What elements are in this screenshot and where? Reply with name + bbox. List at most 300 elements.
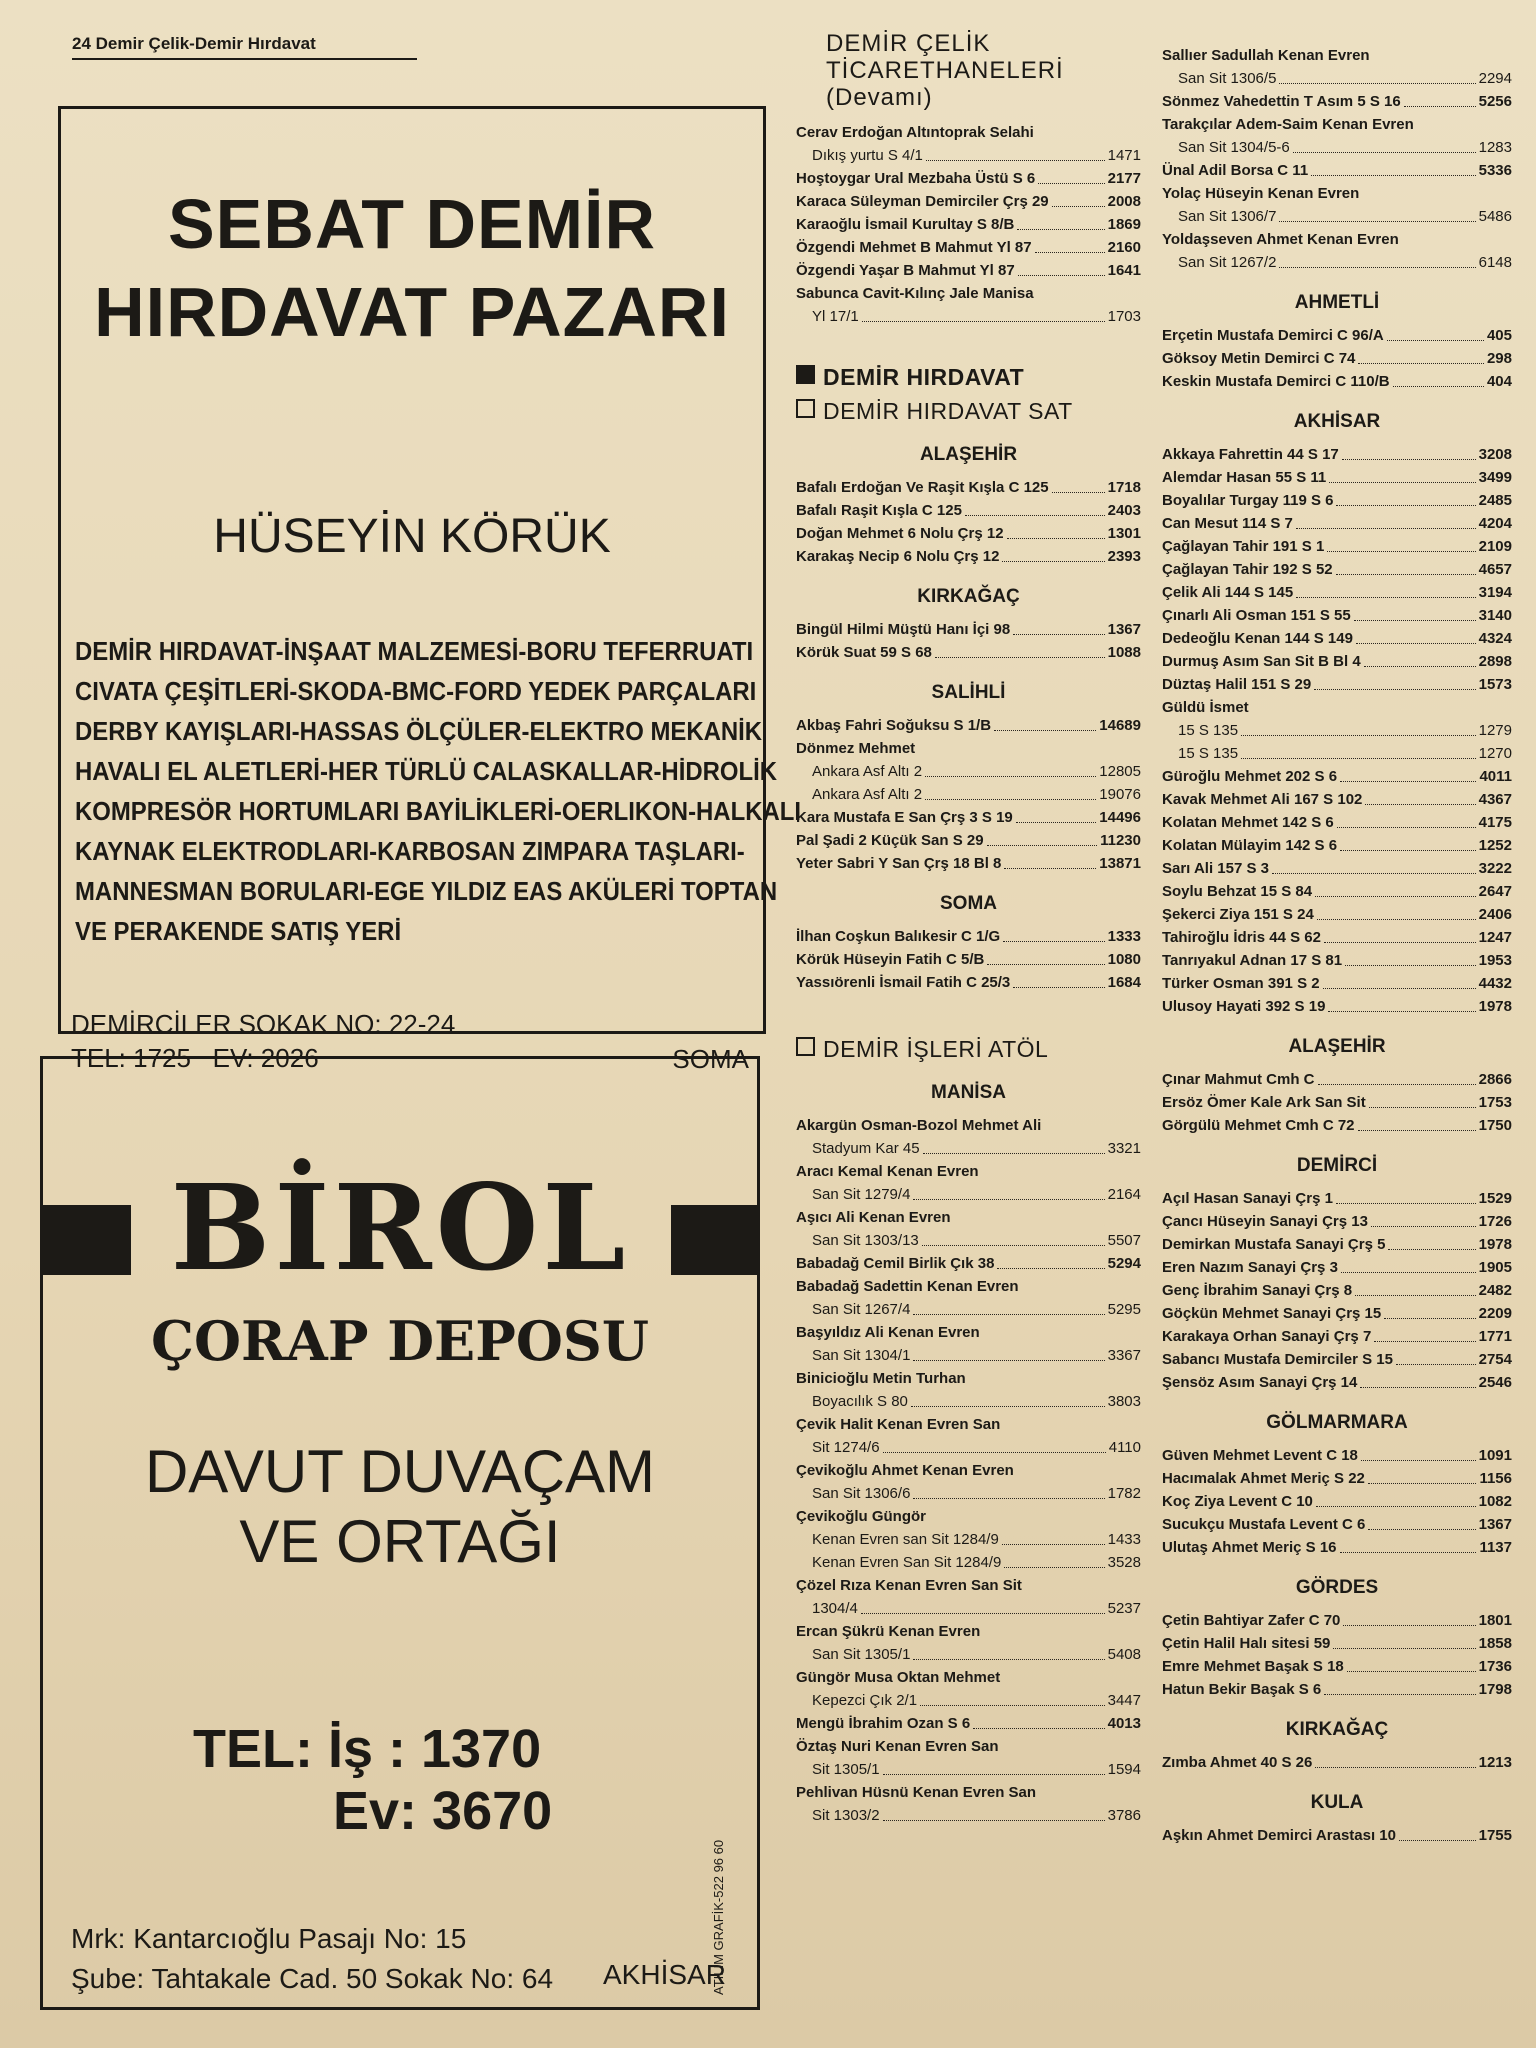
dot-leader	[1293, 152, 1476, 153]
listing-text: San Sit 1267/4	[812, 1301, 911, 1318]
listing-row	[796, 1298, 1141, 1321]
listing-row	[1162, 324, 1512, 347]
directory-entry	[796, 1367, 1141, 1413]
dot-leader	[1329, 482, 1475, 483]
listing-row	[1162, 1187, 1512, 1210]
phone-number: 4110	[1108, 1439, 1141, 1456]
listing-text: Çınar Mahmut Cmh C	[1162, 1071, 1315, 1088]
phone-number: 1641	[1107, 262, 1141, 279]
dot-leader	[1002, 1544, 1105, 1545]
dot-leader	[1343, 1625, 1475, 1626]
listing-text: San Sit 1305/1	[812, 1646, 911, 1663]
listing-row	[796, 1252, 1141, 1275]
listing-row	[796, 1436, 1141, 1459]
phone-number: 4324	[1478, 630, 1512, 647]
phone-number: 1755	[1478, 1827, 1512, 1844]
continued-title-line: (Devamı)	[826, 84, 933, 111]
directory-entry	[796, 1413, 1141, 1459]
dot-leader	[862, 321, 1105, 322]
listing-text: San Sit 1267/2	[1178, 254, 1277, 271]
listing-text: Kavak Mehmet Ali 167 S 102	[1162, 791, 1363, 808]
directory-entry	[796, 121, 1141, 167]
listing-row	[796, 476, 1141, 499]
listing-row	[796, 1551, 1141, 1574]
desc-line: VE PERAKENDE SATIŞ YERİ	[75, 916, 402, 946]
phone-number: 1869	[1107, 216, 1141, 233]
dot-leader	[1387, 340, 1484, 341]
ad-title-line-1: SEBAT DEMİR	[167, 185, 657, 263]
listing-name: Güngör Musa Oktan Mehmet	[796, 1669, 1001, 1686]
phone-number: 1080	[1107, 951, 1141, 968]
listing-row	[796, 1712, 1141, 1735]
dot-leader	[1296, 597, 1475, 598]
phone-number: 1798	[1478, 1681, 1512, 1698]
city-heading: MANİSA	[931, 1082, 1006, 1103]
phone-number: 1594	[1107, 1761, 1141, 1778]
listing-text: Güroğlu Mehmet 202 S 6	[1162, 768, 1338, 785]
phone-number: 2866	[1478, 1071, 1512, 1088]
dot-leader	[883, 1820, 1105, 1821]
listing-text: Sarı Ali 157 S 3	[1162, 860, 1270, 877]
listing-row	[1162, 1467, 1512, 1490]
phone-number: 3447	[1107, 1692, 1141, 1709]
main-address: Mrk: Kantarcıoğlu Pasajı No: 15	[71, 1923, 467, 1954]
listing-row	[796, 1804, 1141, 1827]
phone-number: 1703	[1107, 308, 1141, 325]
directory-entry	[1162, 1467, 1512, 1490]
dot-leader	[1314, 689, 1475, 690]
phone-number: 3222	[1478, 860, 1512, 877]
listing-row	[1162, 1114, 1512, 1137]
directory-entry	[1162, 1302, 1512, 1325]
directory-entry	[1162, 1655, 1512, 1678]
city-section	[796, 893, 1141, 994]
dot-leader	[1052, 206, 1105, 207]
directory-entry	[796, 190, 1141, 213]
listing-text: Aşkın Ahmet Demirci Arastası 10	[1162, 1827, 1396, 1844]
listing-row	[1162, 834, 1512, 857]
filled-square-icon	[796, 365, 815, 384]
listing-row	[1162, 535, 1512, 558]
directory-entry	[796, 499, 1141, 522]
dot-leader	[1364, 666, 1476, 667]
desc-line: KOMPRESÖR HORTUMLARI BAYİLİKLERİ-OERLIKON-HALKALI	[75, 796, 802, 826]
phone-number: 2406	[1478, 906, 1512, 923]
listing-text: Kenan Evren san Sit 1284/9	[812, 1531, 999, 1548]
listing-text: Pal Şadi 2 Küçük San S 29	[796, 832, 984, 849]
phone-number: 2482	[1478, 1282, 1512, 1299]
dot-leader	[925, 799, 1096, 800]
dot-leader	[1318, 1084, 1476, 1085]
category-label: DEMİR HIRDAVAT	[823, 364, 1025, 390]
listing-row	[1162, 627, 1512, 650]
phone-number: 14689	[1099, 717, 1141, 734]
directory-entry	[1162, 324, 1512, 347]
listing-row	[1162, 1655, 1512, 1678]
listing-row	[796, 1482, 1141, 1505]
dot-leader	[1340, 850, 1476, 851]
city-heading: ALAŞEHİR	[1288, 1036, 1386, 1057]
directory-column-left	[796, 30, 1141, 1827]
desc-line: CIVATA ÇEŞİTLERİ-SKODA-BMC-FORD YEDEK PARÇALARI	[75, 676, 757, 706]
dot-leader	[925, 776, 1096, 777]
listing-text: Açıl Hasan Sanayi Çrş 1	[1162, 1190, 1333, 1207]
listing-text: Tanrıyakul Adnan 17 S 81	[1162, 952, 1343, 969]
listing-text: Özgendi Mehmet B Mahmut Yl 87	[796, 239, 1032, 256]
phone-number: 1736	[1478, 1658, 1512, 1675]
dot-leader	[883, 1452, 1106, 1453]
listing-row	[1162, 558, 1512, 581]
dot-leader	[1336, 505, 1475, 506]
directory-entry	[1162, 1091, 1512, 1114]
dot-leader	[911, 1406, 1105, 1407]
directory-entry	[796, 1712, 1141, 1735]
listing-row	[796, 1137, 1141, 1160]
listing-text: Genç İbrahim Sanayi Çrş 8	[1162, 1282, 1353, 1299]
phone-number: 1156	[1479, 1470, 1512, 1487]
phone-number: 3803	[1107, 1393, 1141, 1410]
listing-text: Ankara Asf Altı 2	[812, 763, 923, 780]
ad-address: DEMİRCİLER SOKAK NO: 22-24	[71, 1009, 456, 1039]
listing-text: Sit 1274/6	[812, 1439, 880, 1456]
ad-title-line-2: HIRDAVAT PAZARI	[94, 273, 730, 351]
listing-row	[796, 714, 1141, 737]
phone-number: 2008	[1107, 193, 1141, 210]
directory-entry	[1162, 1824, 1512, 1847]
listing-text: Eren Nazım Sanayi Çrş 3	[1162, 1259, 1338, 1276]
phone-number: 13871	[1099, 855, 1141, 872]
listing-row	[796, 783, 1141, 806]
phone-number: 1283	[1478, 139, 1512, 156]
directory-entry	[796, 737, 1141, 783]
listing-row	[1162, 489, 1512, 512]
directory-entry	[796, 1321, 1141, 1367]
directory-entry	[796, 282, 1141, 328]
directory-entry	[796, 852, 1141, 875]
listing-text: Kepezci Çık 2/1	[812, 1692, 918, 1709]
listing-name: Tarakçılar Adem-Saim Kenan Evren	[1162, 116, 1414, 133]
listing-text: San Sit 1306/6	[812, 1485, 911, 1502]
dot-leader	[1311, 175, 1475, 176]
dot-leader	[1016, 822, 1097, 823]
listing-row	[796, 760, 1141, 783]
owner-line-2: VE ORTAĞI	[239, 1508, 561, 1575]
dot-leader	[1356, 643, 1476, 644]
ad-phone-work: TEL: İş : 1370	[193, 1719, 542, 1779]
category-demir-hirdavat	[796, 362, 1141, 392]
listing-text: San Sit 1279/4	[812, 1186, 911, 1203]
listing-text: Hatun Bekir Başak S 6	[1162, 1681, 1322, 1698]
dot-leader	[913, 1360, 1104, 1361]
listing-text: Durmuş Asım San Sit B Bl 4	[1162, 653, 1361, 670]
directory-entry	[1162, 90, 1512, 113]
phone-number: 2647	[1478, 883, 1512, 900]
city-section	[1162, 1719, 1512, 1774]
listing-row	[1162, 1824, 1512, 1847]
desc-line: KAYNAK ELEKTRODLARI-KARBOSAN ZIMPARA TAŞLARI-	[75, 836, 745, 866]
directory-entry	[796, 714, 1141, 737]
listing-row	[796, 144, 1141, 167]
directory-entry	[1162, 926, 1512, 949]
listing-name: Yoldaşseven Ahmet Kenan Evren	[1162, 231, 1399, 248]
phone-number: 1718	[1107, 479, 1141, 496]
dot-leader	[913, 1314, 1104, 1315]
dot-leader	[1003, 941, 1104, 942]
listing-text: Stadyum Kar 45	[812, 1140, 920, 1157]
phone-number: 1529	[1478, 1190, 1512, 1207]
directory-entry	[796, 1252, 1141, 1275]
phone-number: 19076	[1099, 786, 1141, 803]
phone-number: 4432	[1478, 975, 1512, 992]
phone-number: 4204	[1478, 515, 1512, 532]
dot-leader	[923, 1153, 1105, 1154]
phone-number: 5237	[1107, 1600, 1141, 1617]
desc-line: MANNESMAN BORULARI-EGE YILDIZ EAS AKÜLERİ TOPTAN	[75, 876, 778, 906]
directory-entry	[1162, 1678, 1512, 1701]
phone-number: 5336	[1478, 162, 1512, 179]
listing-row	[1162, 1490, 1512, 1513]
phone-number: 1471	[1107, 147, 1141, 164]
dot-leader	[922, 1245, 1105, 1246]
directory-entry	[1162, 44, 1512, 90]
dot-leader	[1347, 1671, 1476, 1672]
listing-row	[1162, 880, 1512, 903]
directory-entry	[1162, 1536, 1512, 1559]
phone-number: 1247	[1478, 929, 1512, 946]
dot-leader	[1279, 221, 1475, 222]
directory-entry	[796, 236, 1141, 259]
listing-row	[796, 1344, 1141, 1367]
city-heading: AKHİSAR	[1293, 411, 1381, 432]
phone-number: 1573	[1478, 676, 1512, 693]
directory-entry	[1162, 834, 1512, 857]
directory-entry	[1162, 604, 1512, 627]
listing-text: Tahiroğlu İdris 44 S 62	[1162, 929, 1321, 946]
directory-entry	[796, 1505, 1141, 1551]
city-heading: KIRKAĞAÇ	[1285, 1719, 1389, 1740]
listing-row	[1162, 972, 1512, 995]
directory-entry	[1162, 535, 1512, 558]
phone-number: 3140	[1478, 607, 1512, 624]
listing-row	[1162, 673, 1512, 696]
listing-text: Bingül Hilmi Müştü Hanı İçi 98	[796, 621, 1011, 638]
dot-leader	[1404, 106, 1476, 107]
listing-row	[1162, 1279, 1512, 1302]
dot-leader	[1354, 620, 1476, 621]
dot-leader	[1368, 1529, 1475, 1530]
listing-row	[1162, 370, 1512, 393]
directory-entry	[1162, 627, 1512, 650]
dot-leader	[1241, 735, 1476, 736]
directory-entry	[1162, 995, 1512, 1018]
directory-entry	[1162, 113, 1512, 159]
listing-name: Sallıer Sadullah Kenan Evren	[1162, 47, 1370, 64]
listing-row	[796, 852, 1141, 875]
ad-owner: HÜSEYİN KÖRÜK	[213, 510, 611, 563]
listing-text: San Sit 1304/5-6	[1178, 139, 1290, 156]
category-label: DEMİR HIRDAVAT SAT	[823, 398, 1073, 424]
directory-entry	[1162, 1256, 1512, 1279]
listing-row	[1162, 205, 1512, 228]
listing-text: Emre Mehmet Başak S 18	[1162, 1658, 1344, 1675]
directory-entry	[796, 1574, 1141, 1620]
listing-text: Çağlayan Tahir 191 S 1	[1162, 538, 1325, 555]
directory-entry	[796, 1275, 1141, 1321]
phone-number: 2898	[1478, 653, 1512, 670]
listing-row	[796, 1643, 1141, 1666]
phone-number: 298	[1486, 350, 1512, 367]
listing-text: Bafalı Raşit Kışla C 125	[796, 502, 962, 519]
city-heading: GÖLMARMARA	[1266, 1412, 1408, 1433]
listing-row	[1162, 1609, 1512, 1632]
dot-leader	[1355, 1295, 1476, 1296]
listing-row	[1162, 857, 1512, 880]
directory-entry	[1162, 159, 1512, 182]
listing-row	[796, 641, 1141, 664]
phone-number: 5294	[1107, 1255, 1141, 1272]
listing-row	[1162, 443, 1512, 466]
directory-entry	[1162, 347, 1512, 370]
listing-row	[796, 213, 1141, 236]
listing-text: 1304/4	[812, 1600, 858, 1617]
phone-number: 3208	[1478, 446, 1512, 463]
listing-text: Sucukçu Mustafa Levent C 6	[1162, 1516, 1366, 1533]
listing-name: Cerav Erdoğan Altıntoprak Selahi	[796, 124, 1034, 141]
listing-text: Soylu Behzat 15 S 84	[1162, 883, 1313, 900]
dot-leader	[883, 1774, 1105, 1775]
dot-leader	[1317, 919, 1476, 920]
directory-entry	[1162, 489, 1512, 512]
city-heading: AHMETLİ	[1294, 292, 1380, 313]
city-sections	[796, 1082, 1141, 1827]
listing-name: Binicioğlu Metin Turhan	[796, 1370, 966, 1387]
dot-leader	[1345, 965, 1476, 966]
listing-row	[1162, 719, 1512, 742]
directory-entry	[796, 829, 1141, 852]
continued-title-line: DEMİR ÇELİK	[826, 30, 991, 57]
city-heading: SOMA	[940, 893, 997, 914]
listing-text: Şekerci Ziya 151 S 24	[1162, 906, 1314, 923]
phone-number: 11230	[1100, 832, 1141, 849]
phone-number: 405	[1486, 327, 1512, 344]
phone-number: 2546	[1478, 1374, 1512, 1391]
listing-text: Ersöz Ömer Kale Ark San Sit	[1162, 1094, 1366, 1111]
directory-entry	[796, 1114, 1141, 1160]
directory-entry	[796, 259, 1141, 282]
dot-leader	[1358, 363, 1484, 364]
directory-entry	[1162, 1325, 1512, 1348]
phone-number: 1301	[1107, 525, 1141, 542]
listing-text: Kolatan Mülayim 142 S 6	[1162, 837, 1338, 854]
listing-text: Ulutaş Ahmet Meriç S 16	[1162, 1539, 1337, 1556]
listing-row	[1162, 1513, 1512, 1536]
dot-leader	[1052, 492, 1105, 493]
dot-leader	[1018, 275, 1105, 276]
dot-leader	[1336, 1203, 1476, 1204]
ad-city: AKHİSAR	[603, 1959, 726, 1990]
listing-row	[796, 545, 1141, 568]
listing-row	[796, 259, 1141, 282]
dot-leader	[913, 1199, 1104, 1200]
listing-row	[1162, 1444, 1512, 1467]
dot-leader	[861, 1613, 1105, 1614]
phone-number: 4367	[1478, 791, 1512, 808]
phone-number: 2209	[1478, 1305, 1512, 1322]
listing-text: Karaca Süleyman Demirciler Çrş 29	[796, 193, 1049, 210]
listing-row	[796, 948, 1141, 971]
desc-line: DEMİR HIRDAVAT-İNŞAAT MALZEMESİ-BORU TEFERRUATI	[75, 636, 754, 666]
listing-text: Can Mesut 114 S 7	[1162, 515, 1293, 532]
dot-leader	[1365, 804, 1475, 805]
listing-text: Dedeoğlu Kenan 144 S 149	[1162, 630, 1353, 647]
dot-leader	[1341, 1272, 1476, 1273]
directory-entry	[796, 213, 1141, 236]
listing-row	[1162, 1256, 1512, 1279]
phone-number: 3367	[1107, 1347, 1141, 1364]
phone-number: 1333	[1107, 928, 1141, 945]
listing-text: San Sit 1306/5	[1178, 70, 1277, 87]
phone-number: 1726	[1478, 1213, 1512, 1230]
listing-name: Yolaç Hüseyin Kenan Evren	[1162, 185, 1360, 202]
listing-text: Kara Mustafa E San Çrş 3 S 19	[796, 809, 1013, 826]
listing-row	[1162, 1302, 1512, 1325]
category-demir-isleri	[796, 1034, 1141, 1064]
dot-leader	[1327, 551, 1475, 552]
listing-row	[796, 1183, 1141, 1206]
directory-entry	[1162, 673, 1512, 696]
dot-leader	[935, 657, 1105, 658]
phone-number: 5408	[1107, 1646, 1141, 1663]
listing-text: Keskin Mustafa Demirci C 110/B	[1162, 373, 1390, 390]
listing-text: Göksoy Metin Demirci C 74	[1162, 350, 1356, 367]
dot-leader	[1328, 1011, 1475, 1012]
dot-leader	[1002, 561, 1104, 562]
listing-text: Düztaş Halil 151 S 29	[1162, 676, 1312, 693]
ad-description	[75, 631, 802, 951]
phone-number: 4657	[1478, 561, 1512, 578]
directory-entry	[1162, 466, 1512, 489]
listing-name: Dönmez Mehmet	[796, 740, 916, 757]
listing-row	[1162, 1371, 1512, 1394]
dot-leader	[1368, 1483, 1477, 1484]
phone-number: 14496	[1099, 809, 1141, 826]
dot-leader	[987, 845, 1098, 846]
dot-leader	[1324, 942, 1476, 943]
listing-row	[1162, 765, 1512, 788]
directory-entry	[1162, 1233, 1512, 1256]
directory-entry	[796, 545, 1141, 568]
phone-number: 1858	[1478, 1635, 1512, 1652]
listing-name: Başyıldız Ali Kenan Evren	[796, 1324, 980, 1341]
phone-number: 5486	[1478, 208, 1512, 225]
listing-row	[796, 1229, 1141, 1252]
listing-row	[796, 829, 1141, 852]
listing-name: Ercan Şükrü Kenan Evren	[796, 1623, 981, 1640]
listing-text: Babadağ Cemil Birlik Çık 38	[796, 1255, 995, 1272]
phone-number: 1750	[1478, 1117, 1512, 1134]
listing-row	[1162, 650, 1512, 673]
phone-number: 1978	[1478, 998, 1512, 1015]
directory-entry	[1162, 650, 1512, 673]
city-section	[796, 444, 1141, 568]
directory-entry	[1162, 1609, 1512, 1632]
continued-entries	[796, 121, 1141, 328]
directory-entry	[1162, 1187, 1512, 1210]
phone-number: 1953	[1478, 952, 1512, 969]
directory-entry	[796, 1666, 1141, 1712]
listing-name: Sabunca Cavit-Kılınç Jale Manisa	[796, 285, 1034, 302]
listing-row	[796, 925, 1141, 948]
